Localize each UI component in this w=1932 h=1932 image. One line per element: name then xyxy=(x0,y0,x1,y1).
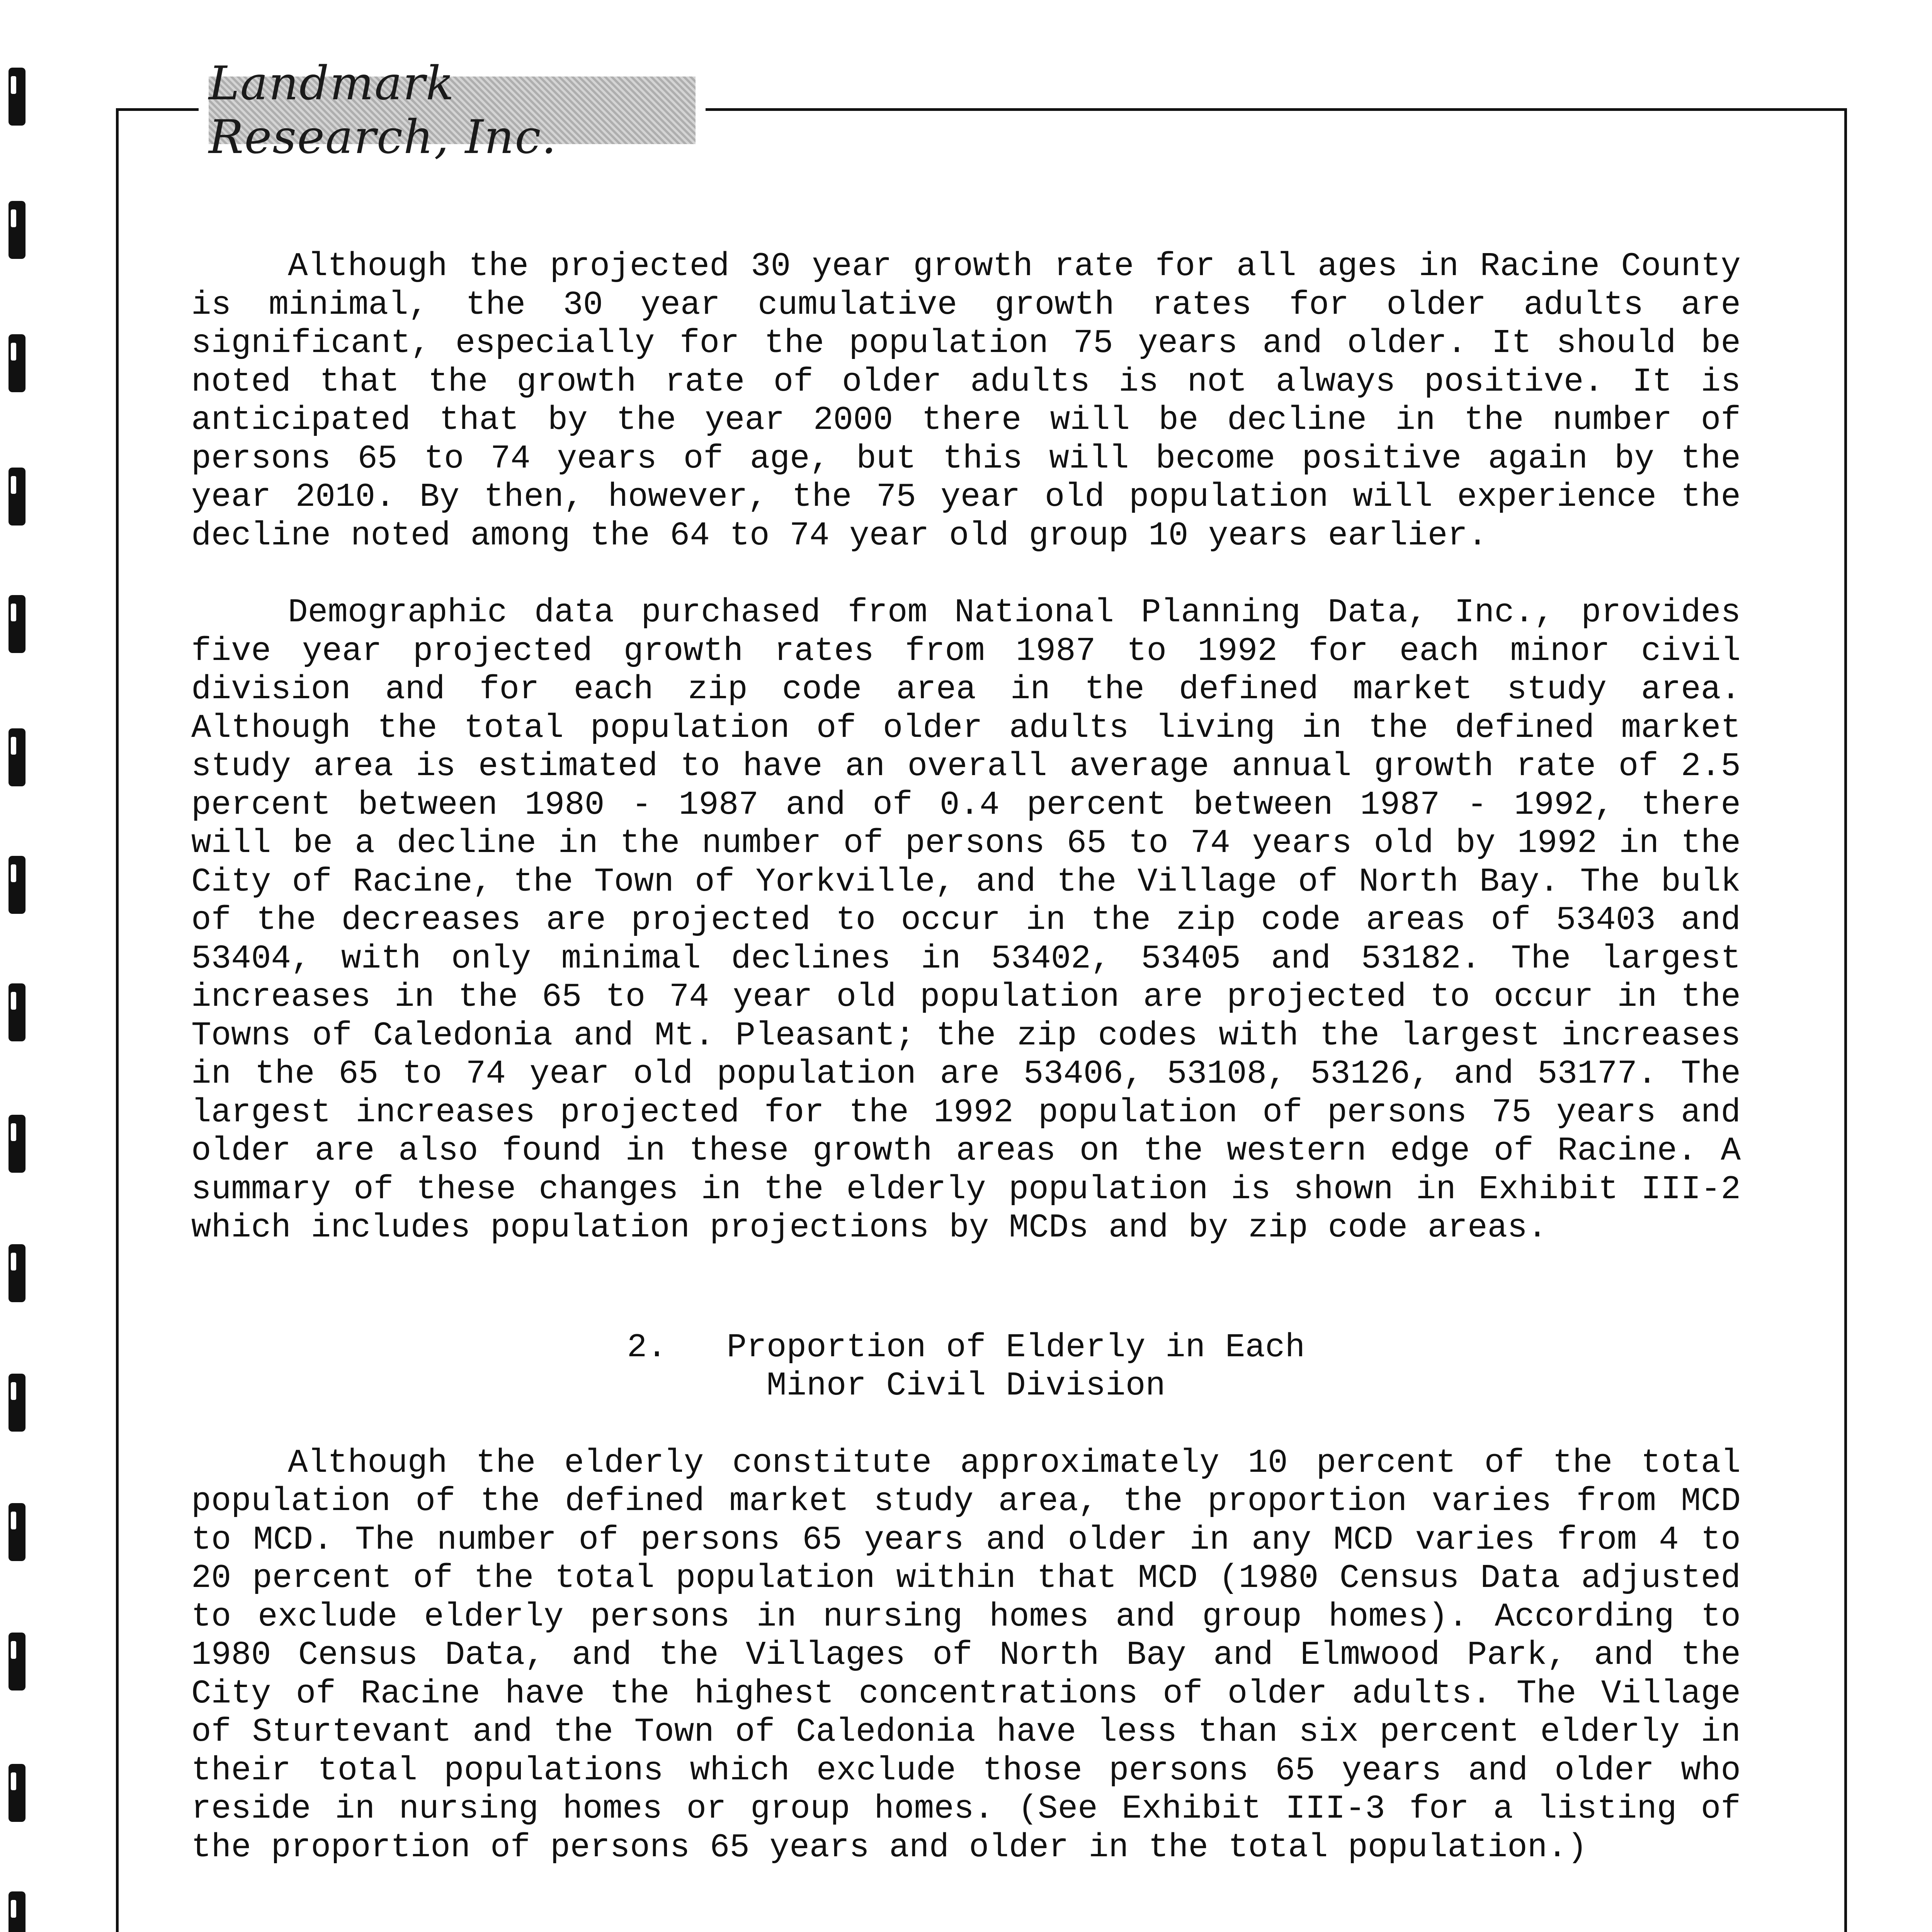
binder-hole xyxy=(9,68,26,126)
binder-hole xyxy=(9,1115,26,1173)
binder-hole xyxy=(9,728,26,786)
binder-hole xyxy=(9,1244,26,1302)
paragraph-demographic-data: Demographic data purchased from National Planning Data, Inc., provides five year projected growth rates from 1987 to 1992 for each minor civil division and for each zip code area in the defined market study area. Although the total population of older adults living in the defined market study area is estimated to have an overall average annual growth rate of 2.5 percent between 1980 - 1987 and of 0.4 percent between 1987 - 1992, there will be a decline in the number of persons 65 to 74 years old by 1992 in the City of Racine, the Town of Yorkville, and the Village of North Bay. The bulk of the decreases are projected to occur in the zip code areas of 53403 and 53404, with only minimal declines in 53402, 53405 and 53182. The largest increases in the 65 to 74 year old population are projected to occur in the Towns of Caledonia and Mt. Pleasant; the zip codes with the largest increases in the 65 to 74 year old population are 53406, 53108, 53126, and 53177. The largest increases projected for the 1992 population of persons 75 years and older are also found in these growth areas on the western edge of Racine. A summary of these changes in the elderly population is shown in Exhibit III-2 which includes population projections by MCDs and by zip code areas. xyxy=(191,594,1741,1247)
binder-hole xyxy=(9,334,26,392)
binder-hole xyxy=(9,1503,26,1561)
binder-hole xyxy=(9,856,26,914)
binder-hole xyxy=(9,201,26,259)
paragraph-proportion-elderly: Although the elderly constitute approximately 10 percent of the total population of the defined market study area, the proportion varies from MCD to MCD. The number of persons 65 years and older in any MCD varies from 4 to 20 percent of the total population within that MCD (1980 Census Data adjusted to exclude elderly persons in nursing homes and group homes). According to 1980 Census Data, and the Villages of North Bay and Elmwood Park, and the City of Racine have the highest concentrations of older adults. The Village of Sturtevant and the Town of Caledonia have less than six percent elderly in their total populations which exclude those persons 65 years and older who reside in nursing homes or group homes. (See Exhibit III-3 for a listing of the proportion of persons 65 years and older in the total population.) xyxy=(191,1444,1741,1866)
binder-hole xyxy=(9,1374,26,1432)
section-2-heading xyxy=(191,1328,1741,1405)
paragraph-growth-rate: Although the projected 30 year growth rate for all ages in Racine County is minimal, the 30 year cumulative growth rates for older adults are significant, especially for the population 75 years and older. It should be noted that the growth rate of older adults is not always positive. It is anticipated that by the year 2000 there will be decline in the number of persons 65 to 74 years of age, but this will become positive again by the year 2010. By then, however, the 75 year old population will experience the decline noted among the 64 to 74 year old group 10 years earlier. xyxy=(191,247,1741,554)
section-2-heading-line-2: Minor Civil Division xyxy=(766,1367,1166,1405)
binder-hole xyxy=(9,1633,26,1690)
section-2-heading-line-1: 2. Proportion of Elderly in Each xyxy=(627,1328,1305,1366)
binder-hole xyxy=(9,983,26,1041)
binder-holes xyxy=(0,0,31,1932)
binder-hole xyxy=(9,468,26,526)
binder-hole xyxy=(9,1891,26,1932)
document-body xyxy=(191,247,1741,1932)
binder-hole xyxy=(9,1764,26,1822)
binder-hole xyxy=(9,595,26,653)
company-logo: Landmark Research, Inc. xyxy=(209,77,696,144)
